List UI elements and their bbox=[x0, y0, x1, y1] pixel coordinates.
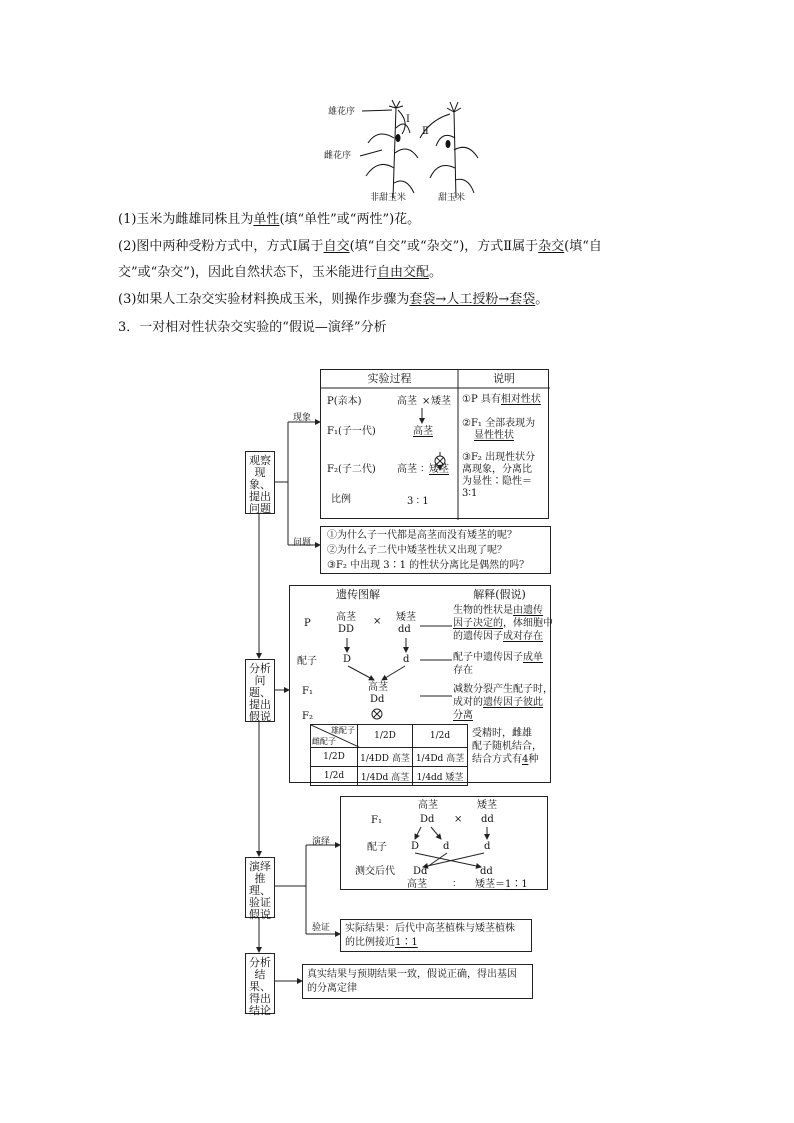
gen-P-short: 矮茎 bbox=[396, 612, 416, 623]
explain-4-text-b: 种 bbox=[528, 754, 539, 765]
q2-text-c: (填“自 bbox=[564, 239, 602, 254]
explain-1-answer-c: 成对存在 bbox=[503, 631, 543, 642]
conclusion-box bbox=[302, 964, 533, 999]
explain-3-text: 成对的 bbox=[453, 697, 483, 708]
questions-box bbox=[320, 526, 551, 574]
row-P: P(亲本) bbox=[327, 396, 362, 407]
caption-sweet-corn: 甜玉米 bbox=[438, 193, 466, 203]
arrow-label-deduction: 演绎 bbox=[312, 837, 331, 847]
explain-4-line2: 配子随机结合， bbox=[472, 741, 542, 752]
punnett-cell: 1/4dd 矮茎 bbox=[413, 767, 468, 786]
label-male-inflorescence: 雄花序 bbox=[328, 107, 356, 117]
tc-result-answer: 1∶1 bbox=[505, 879, 528, 890]
experiment-box bbox=[320, 369, 549, 519]
tc-result-tall: 高茎 bbox=[407, 879, 427, 890]
q2-answer-3: 自由交配 bbox=[377, 265, 430, 280]
gen-F2: F₂ bbox=[302, 711, 313, 722]
gen-gamete-D: D bbox=[343, 654, 352, 665]
gen-F1-tall: 高茎 bbox=[368, 682, 388, 693]
explain-4-line1: 受精时，雌雄 bbox=[472, 728, 532, 739]
verification-box bbox=[340, 919, 532, 952]
explain-3-line2 bbox=[453, 697, 543, 709]
punnett-cell: 1/4Dd 高茎 bbox=[358, 767, 413, 786]
explain-3-line1: 减数分裂产生配子时， bbox=[453, 684, 553, 695]
gen-P-DD: DD bbox=[338, 624, 355, 635]
note-1 bbox=[462, 394, 541, 406]
F2-colon: ∶ bbox=[421, 464, 424, 475]
explain-1-text-c: 的遗传因子 bbox=[453, 631, 503, 642]
experiment-box-lines bbox=[321, 370, 550, 520]
P-cross: × bbox=[422, 396, 431, 407]
hypothesis-box bbox=[289, 585, 551, 783]
punnett-row-head: 1/2D bbox=[311, 748, 358, 767]
conclusion-line1: 真实结果与预期结果一致，假说正确，得出基因 bbox=[307, 969, 517, 980]
question-item-3: ③F₂ 中出现 3∶1 的性状分离比是偶然的吗？ bbox=[327, 560, 530, 571]
explain-2-answer: 成单 bbox=[523, 652, 543, 663]
q3-text-a: (3)如果人工杂交实验材料换成玉米，则操作步骤为 bbox=[118, 292, 410, 307]
tc-dd: dd bbox=[481, 814, 494, 825]
punnett-col-head: 1/2d bbox=[413, 725, 468, 748]
gen-F1-Dd: Dd bbox=[370, 694, 385, 705]
tc-gamete-d2: d bbox=[484, 841, 491, 852]
header-explanation: 解释(假说) bbox=[473, 588, 526, 601]
q1-text-a: (1)玉米为雌雄同株且为 bbox=[118, 212, 254, 227]
verification-answer: 1∶1 bbox=[395, 937, 418, 948]
label-method-I: I bbox=[406, 114, 410, 125]
row-F1: F₁(子一代) bbox=[327, 426, 376, 437]
header-notes: 说明 bbox=[493, 372, 515, 385]
tc-gamete-label: 配子 bbox=[367, 842, 387, 853]
punnett-corner bbox=[311, 725, 358, 748]
F2-short: 矮茎 bbox=[429, 464, 449, 475]
q2-text-a: (2)图中两种受粉方式中，方式Ⅰ属于 bbox=[118, 239, 324, 254]
explain-2-line2: 存在 bbox=[453, 665, 473, 676]
note-2: ②F₁ 全部表现为 bbox=[462, 418, 536, 429]
note-3-line1: ③F₂ 出现性状分 bbox=[462, 452, 536, 463]
explain-3-answer: 遗传因子彼此 bbox=[483, 697, 543, 708]
ratio-value: 3 ∶ 1 bbox=[407, 496, 429, 507]
tc-result-colon: ∶ bbox=[453, 879, 456, 890]
verification-text: 的比例接近 bbox=[345, 937, 395, 948]
stage-observe: 观察现象、提出问题 bbox=[245, 451, 275, 514]
F2-tall: 高茎 bbox=[397, 464, 417, 475]
q2-answer-1: 自交 bbox=[323, 239, 350, 254]
verification-line1: 实际结果：后代中高茎植株与矮茎植株 bbox=[345, 923, 515, 934]
header-genetic-diagram: 遗传图解 bbox=[336, 588, 380, 601]
q1-text-b: (填“单性”或“两性”)花。 bbox=[279, 212, 421, 227]
explain-4-answer: 4 bbox=[522, 754, 529, 765]
question-item-2: ②为什么子二代中矮茎性状又出现了呢？ bbox=[327, 545, 507, 556]
explain-4-text: 结合方式有 bbox=[472, 754, 522, 765]
explain-1-text-b: ，体细胞中 bbox=[503, 618, 553, 629]
punnett-square bbox=[310, 724, 468, 786]
arrow-label-question: 问题 bbox=[293, 538, 312, 548]
section-title: 3．一对相对性状杂交实验的“假说—演绎”分析 bbox=[118, 320, 387, 335]
conclusion-line2: 的分离定律 bbox=[307, 983, 357, 994]
q3-text-b: 。 bbox=[535, 292, 549, 307]
q1-answer: 单性 bbox=[253, 212, 280, 227]
label-female-inflorescence: 雌花序 bbox=[324, 151, 352, 161]
explain-1-line1 bbox=[453, 605, 543, 617]
tc-offspring-Dd: Dd bbox=[413, 866, 428, 877]
punnett-corner-female: 雌配子 bbox=[312, 737, 336, 746]
stage-conclude: 分析结果、得出结论 bbox=[245, 953, 275, 1014]
gen-P-tall: 高茎 bbox=[336, 612, 356, 623]
arrow-label-verification: 验证 bbox=[312, 923, 331, 933]
explain-1-text-a: 生物的性状是 bbox=[453, 605, 513, 616]
tc-result-short: 矮茎＝ bbox=[475, 879, 505, 890]
verification-line2 bbox=[345, 937, 418, 949]
explain-3-line3: 分离 bbox=[453, 710, 473, 721]
stage-hypothesize: 分析问题、提出假说 bbox=[245, 659, 275, 722]
tc-cross: × bbox=[454, 814, 463, 825]
tc-result bbox=[475, 879, 528, 891]
punnett-col-head: 1/2D bbox=[358, 725, 413, 748]
P-tall: 高茎 bbox=[397, 396, 417, 407]
punnett-corner-male: 雄配子 bbox=[331, 726, 355, 735]
note-1-answer: 相对性状 bbox=[500, 394, 541, 405]
note-3-line4: 3∶1 bbox=[462, 488, 478, 499]
note-1-text: ①P 具有 bbox=[462, 394, 501, 405]
P-short: 矮茎 bbox=[431, 396, 451, 407]
gen-P-cross: × bbox=[373, 616, 382, 627]
note-3-line3: 为显性∶隐性＝ bbox=[462, 476, 532, 487]
stage-deduce: 演绎推理、验证假说 bbox=[245, 857, 275, 918]
punnett-cell: 1/4Dd 高茎 bbox=[413, 748, 468, 767]
tc-F1: F₁ bbox=[371, 815, 382, 826]
tc-short: 矮茎 bbox=[477, 800, 497, 811]
gen-gamete-label: 配子 bbox=[297, 656, 317, 667]
testcross-box bbox=[340, 796, 548, 890]
q3-answer: 套袋→人工授粉→套袋 bbox=[409, 292, 536, 307]
q2-text-d: 交”或“杂交”)，因此自然状态下，玉米能进行 bbox=[118, 265, 378, 280]
punnett-cell: 1/4DD 高茎 bbox=[358, 748, 413, 767]
note-2-answer: 显性性状 bbox=[474, 430, 514, 441]
tc-tall: 高茎 bbox=[418, 800, 438, 811]
gen-gamete-d: d bbox=[403, 654, 410, 665]
row-F2: F₂(子二代) bbox=[327, 464, 376, 475]
q2-answer-2: 杂交 bbox=[538, 239, 565, 254]
label-method-II: Ⅱ bbox=[422, 126, 429, 137]
gen-F1: F₁ bbox=[302, 686, 313, 697]
gen-P-dd: dd bbox=[398, 624, 411, 635]
explain-4-line3 bbox=[472, 754, 538, 766]
punnett-row-head: 1/2d bbox=[311, 767, 358, 786]
question-item-1: ①为什么子一代都是高茎而没有矮茎的呢？ bbox=[327, 530, 517, 541]
gen-P: P bbox=[304, 618, 311, 629]
tc-Dd: Dd bbox=[420, 814, 435, 825]
tc-gamete-d1: d bbox=[443, 841, 450, 852]
explain-2-line1 bbox=[453, 652, 543, 664]
tc-offspring-dd: dd bbox=[480, 866, 493, 877]
tc-gamete-D: D bbox=[411, 841, 420, 852]
tc-offspring-label: 测交后代 bbox=[355, 866, 395, 877]
q2-text-b: (填“自交”或“杂交”)，方式Ⅱ属于 bbox=[349, 239, 539, 254]
explain-1-line3 bbox=[453, 631, 543, 643]
arrow-label-phenomenon: 现象 bbox=[293, 413, 312, 423]
header-process: 实验过程 bbox=[367, 372, 412, 385]
F1-value: 高茎 bbox=[413, 426, 433, 437]
note-3-line2: 离现象，分离比 bbox=[462, 464, 532, 475]
caption-non-sweet-corn: 非甜玉米 bbox=[370, 193, 407, 203]
explain-1-answer-b: 因子决定的 bbox=[453, 618, 503, 629]
q2-text-e: 。 bbox=[429, 265, 443, 280]
row-ratio: 比例 bbox=[331, 494, 351, 505]
explain-1-answer-a: 由遗传 bbox=[513, 605, 543, 616]
explain-1-line2 bbox=[453, 618, 553, 630]
explain-2-text: 配子中遗传因子 bbox=[453, 652, 523, 663]
